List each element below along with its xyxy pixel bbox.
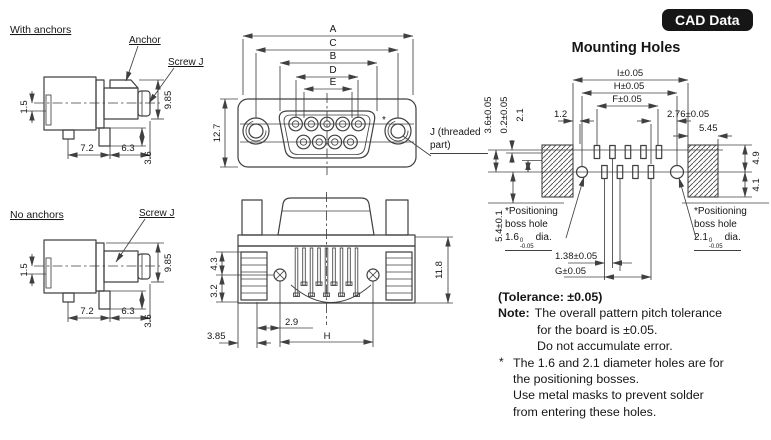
rear-view-dimensions [207,237,453,348]
dim-h: H [323,331,331,342]
no-anchors-drawing [2,203,208,338]
dim-2-9: 2.9 [285,317,299,328]
dim-12-7: 12.7 [212,123,223,143]
note-label: Note: [498,306,530,321]
front-view-body [238,93,416,175]
dim-e-label: E [329,77,337,88]
dim-5-45-label: 5.45 [699,123,718,134]
dim-6-3: 6.3 [121,143,135,154]
dim-2-76-label: 2.76±0.05 [667,109,710,120]
dim-9-85: 9.85 [163,90,174,110]
with-anchors-drawing [2,18,208,188]
anchor-label: Anchor [129,35,161,46]
dim-1-5: 1.5 [19,100,30,114]
note-row: Note: The overall pattern pitch tolerance [498,306,723,321]
dim-0-2-label: 0.2±0.05 [499,96,510,134]
dim-7-2: 7.2 [80,306,94,317]
dim-9-85: 9.85 [163,253,174,273]
screw-j-leader [116,219,145,262]
dim-b-label: B [329,51,337,62]
star-mark: * [499,354,504,369]
dim-3-2: 3.2 [209,284,220,298]
front-view-height-dim [212,99,238,167]
dim-a-label: A [329,24,337,35]
dim-11-8: 11.8 [434,261,445,279]
dim-2-1-label: 2.1 [515,108,526,122]
screw-j-label-2: Screw J [139,208,175,219]
no-anchors-title: No anchors [10,209,64,221]
dim-i-label: I±0.05 [616,68,644,79]
star-note-row: * The 1.6 and 2.1 diameter holes are for [499,354,724,370]
dim-d-label: D [329,65,337,76]
screw-j-label: Screw J [168,57,204,68]
dim-3-6-label: 3.6±0.05 [483,96,494,134]
dim-4-3: 4.3 [209,257,220,271]
mounting-holes-title: Mounting Holes [571,40,681,56]
tolerance-notes: (Tolerance: ±0.05) Note: The overall pattern pitch tolerance for the board is ±0.05. Do not accumulate error. * The 1.6 and 2.1 diameter holes are for the positioning bosses. Use metal masks to prevent solder from entering these holes. [498,289,771,420]
asterisk-mark: * [382,115,386,126]
dim-g-label: G±0.05 [555,266,587,277]
j-leader [403,136,431,156]
tolerance-heading: (Tolerance: ±0.05) [498,290,603,304]
dim-1-2-label: 1.2 [554,109,568,120]
dim-f-label: F±0.05 [612,94,642,105]
dim-1-38-label: 1.38±0.05 [555,251,598,262]
dim-7-2: 7.2 [80,143,94,154]
mounting-bottom-dims [555,159,696,280]
boss-hole-note-right: *Positioning boss hole 2.1 0 -0.05 dia. [694,206,747,250]
cad-data-badge[interactable]: CAD Data [662,9,753,31]
front-view-dim-lines [243,24,413,118]
with-anchors-body [34,77,160,146]
dim-5-4-label: 5.4±0.1 [494,210,505,242]
dim-3-85: 3.85 [207,331,226,342]
no-anchors-body [34,240,160,309]
dim-3-6: 3.6 [143,151,154,165]
mounting-holes-drawing [468,58,771,290]
dim-6-3: 6.3 [121,306,135,317]
dim-h-label: H±0.05 [613,81,645,92]
rear-view-body [238,192,415,325]
dim-3-6: 3.6 [143,314,154,328]
rear-view-drawing [205,190,470,375]
front-view-drawing [210,15,468,185]
dim-c-label: C [329,38,337,49]
j-threaded-part-label: J (threaded part) [430,126,488,154]
dim-4-9-label: 4.9 [751,151,762,165]
dim-4-1-label: 4.1 [751,178,762,192]
with-anchors-title: With anchors [10,24,72,36]
boss-hole-note-left: *Positioning boss hole 1.6 0 -0.05 dia. [505,206,558,250]
dim-1-5: 1.5 [19,263,30,277]
